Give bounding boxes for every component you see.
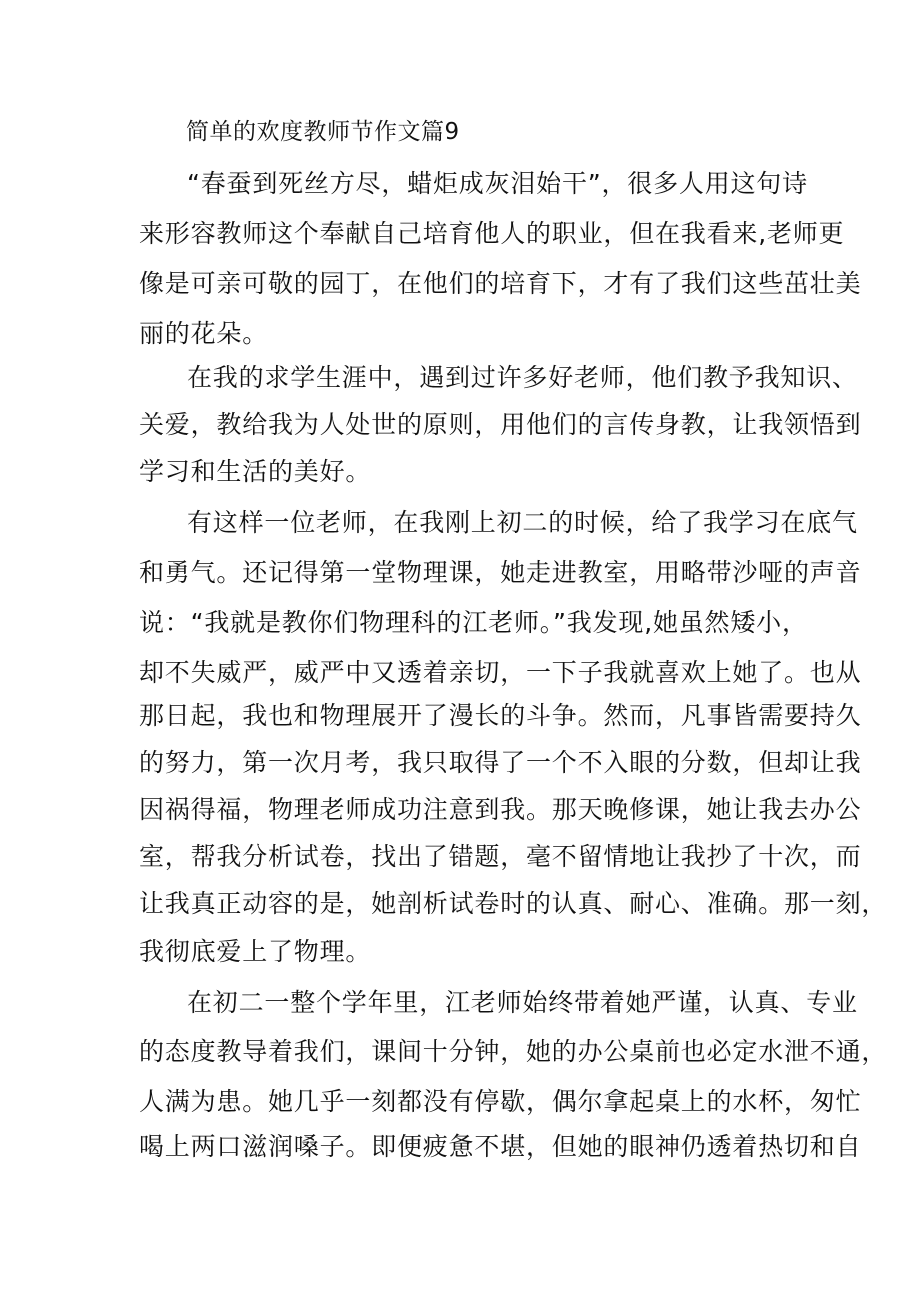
text-line: 关爱，教给我为人处世的原则，用他们的言传身教，让我领悟到 bbox=[139, 410, 862, 439]
text-line: 喝上两口滋润嗓子。即便疲惫不堪，但她的眼神仍透着热切和自 bbox=[139, 1132, 862, 1161]
text-line: 像是可亲可敬的园丁，在他们的培育下，才有了我们这些茁壮美 bbox=[139, 269, 862, 298]
text-line: 有这样一位老师，在我刚上初二的时候，给了我学习在底气 bbox=[187, 508, 858, 537]
text-line: 却不失威严，威严中又透着亲切，一下子我就喜欢上她了。也从 bbox=[139, 658, 862, 687]
text-line: 说：“我就是教你们物理科的江老师。”我发现,她虽然矮小， bbox=[139, 608, 808, 637]
essay-title: 简单的欢度教师节作文篇9 bbox=[186, 119, 460, 145]
text-line: 让我真正动容的是，她剖析试卷时的认真、耐心、准确。那一刻， bbox=[139, 889, 888, 918]
text-line: 我彻底爱上了物理。 bbox=[139, 937, 372, 966]
text-line: 人满为患。她几乎一刻都没有停歇，偶尔拿起桌上的水杯，匆忙 bbox=[139, 1087, 862, 1116]
text-line: 的努力，第一次月考，我只取得了一个不入眼的分数，但却让我 bbox=[139, 748, 862, 777]
text-line: 那日起，我也和物理展开了漫长的斗争。然而，凡事皆需要持久 bbox=[139, 701, 862, 730]
text-line: “春蚕到死丝方尽，蜡炬成灰泪始干”，很多人用这句诗 bbox=[187, 169, 808, 198]
text-line: 在我的求学生涯中，遇到过许多好老师，他们教予我知识、 bbox=[187, 363, 858, 392]
text-line: 室，帮我分析试卷，找出了错题，毫不留情地让我抄了十次，而 bbox=[139, 842, 862, 871]
text-line: 的态度教导着我们，课间十分钟，她的办公桌前也必定水泄不通， bbox=[139, 1037, 888, 1066]
text-line: 在初二一整个学年里，江老师始终带着她严谨，认真、专业 bbox=[187, 988, 858, 1017]
text-line: 学习和生活的美好。 bbox=[139, 457, 372, 486]
text-line: 来形容教师这个奉献自己培育他人的职业，但在我看来,老师更 bbox=[139, 219, 845, 248]
text-line: 因祸得福，物理老师成功注意到我。那天晚修课，她让我去办公 bbox=[139, 795, 862, 824]
text-line: 丽的花朵。 bbox=[139, 319, 269, 348]
text-line: 和勇气。还记得第一堂物理课，她走进教室，用略带沙哑的声音 bbox=[139, 558, 862, 587]
